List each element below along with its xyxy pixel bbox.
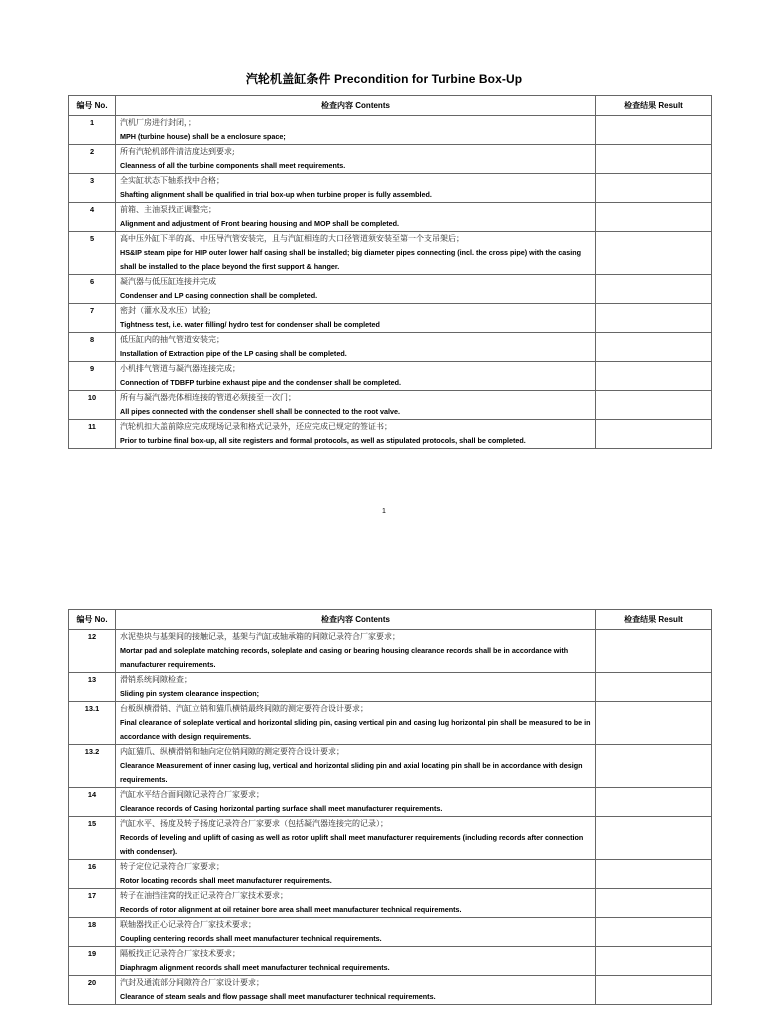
item-text-english: Clearance Measurement of inner casing lug, vertical and horizontal sliding pin and axial locating pin shall be in accordance with design requirements. bbox=[120, 761, 583, 784]
item-number: 13 bbox=[69, 673, 116, 702]
item-number: 12 bbox=[69, 630, 116, 673]
table-row bbox=[69, 947, 712, 976]
item-result-cell[interactable] bbox=[596, 788, 712, 817]
item-result-cell[interactable] bbox=[596, 203, 712, 232]
table-row bbox=[69, 391, 712, 420]
table-row bbox=[69, 889, 712, 918]
table-row bbox=[69, 673, 712, 702]
checklist-table-2 bbox=[68, 609, 712, 1005]
item-number: 6 bbox=[69, 275, 116, 304]
item-text-chinese: 所有与凝汽器壳体相连接的管道必须接至一次门； bbox=[120, 393, 296, 402]
item-text-chinese: 水泥垫块与基架间的接触记录，基架与汽缸或轴承箱的间隙记录符合厂家要求； bbox=[120, 632, 400, 641]
item-text-english: Final clearance of soleplate vertical and horizontal sliding pin, casing vertical pin and casing lug horizontal pin shall be measured to be in accordance with design requirements. bbox=[120, 718, 591, 741]
header-result: 检查结果 Result bbox=[596, 96, 712, 116]
item-text-chinese: 全实缸状态下轴系找中合格； bbox=[120, 176, 224, 185]
item-text-english: MPH (turbine house) shall be a enclosure space; bbox=[120, 132, 286, 141]
item-contents bbox=[116, 976, 596, 1005]
item-contents bbox=[116, 203, 596, 232]
item-text-chinese: 高中压外缸下半的高、中压导汽管安装完，且与汽缸相连的大口径管道须安装至第一个支吊架后； bbox=[120, 234, 464, 243]
item-contents bbox=[116, 673, 596, 702]
item-text-chinese: 隔板找正记录符合厂家技术要求； bbox=[120, 949, 240, 958]
item-result-cell[interactable] bbox=[596, 362, 712, 391]
item-number: 13.2 bbox=[69, 745, 116, 788]
item-text-english: Clearance records of Casing horizontal parting surface shall meet manufacturer requirements. bbox=[120, 804, 443, 813]
item-text-english: Mortar pad and soleplate matching records, soleplate and casing or bearing housing clearance records shall be in accordance with manufacturer requirements. bbox=[120, 646, 569, 669]
item-text-chinese: 汽缸水平、扬度及转子扬度记录符合厂家要求（包括凝汽器连接完的记录）； bbox=[120, 819, 388, 828]
item-result-cell[interactable] bbox=[596, 145, 712, 174]
table-row bbox=[69, 275, 712, 304]
item-result-cell[interactable] bbox=[596, 391, 712, 420]
item-text-english: Installation of Extraction pipe of the LP casing shall be completed. bbox=[120, 349, 347, 358]
item-number: 2 bbox=[69, 145, 116, 174]
item-number: 8 bbox=[69, 333, 116, 362]
item-contents bbox=[116, 788, 596, 817]
item-text-english: Clearance of steam seals and flow passage shall meet manufacturer technical requirements. bbox=[120, 992, 436, 1001]
item-number: 17 bbox=[69, 889, 116, 918]
item-result-cell[interactable] bbox=[596, 918, 712, 947]
table-row bbox=[69, 918, 712, 947]
item-contents bbox=[116, 889, 596, 918]
item-text-english: Diaphragm alignment records shall meet manufacturer technical requirements. bbox=[120, 963, 390, 972]
page-number: 1 bbox=[382, 508, 386, 515]
item-number: 20 bbox=[69, 976, 116, 1005]
item-text-chinese: 台板纵横滑销、汽缸立销和猫爪横销最终间隙的测定要符合设计要求； bbox=[120, 704, 368, 713]
item-result-cell[interactable] bbox=[596, 275, 712, 304]
item-text-english: Prior to turbine final box-up, all site registers and formal protocols, as well as stipulated protocols, shall be completed. bbox=[120, 436, 526, 445]
item-number: 13.1 bbox=[69, 702, 116, 745]
table-row bbox=[69, 116, 712, 145]
table-row bbox=[69, 420, 712, 449]
item-result-cell[interactable] bbox=[596, 116, 712, 145]
document-title: 汽轮机盖缸条件 Precondition for Turbine Box-Up bbox=[245, 72, 523, 86]
item-text-english: Records of rotor alignment at oil retainer bore area shall meet manufacturer technical requirements. bbox=[120, 905, 462, 914]
item-contents bbox=[116, 333, 596, 362]
header-no: 编号 No. bbox=[69, 96, 116, 116]
header-contents: 检查内容 Contents bbox=[116, 610, 596, 630]
item-text-english: All pipes connected with the condenser shell shall be connected to the root valve. bbox=[120, 407, 400, 416]
item-text-chinese: 小机排气管道与凝汽器连接完成； bbox=[120, 364, 240, 373]
checklist-table-1 bbox=[68, 95, 712, 449]
item-text-chinese: 汽机厂房进行封闭，； bbox=[120, 118, 196, 127]
header-no: 编号 No. bbox=[69, 610, 116, 630]
item-result-cell[interactable] bbox=[596, 333, 712, 362]
table-row bbox=[69, 145, 712, 174]
table-row bbox=[69, 745, 712, 788]
item-number: 4 bbox=[69, 203, 116, 232]
table-header-row bbox=[69, 96, 712, 116]
item-contents bbox=[116, 702, 596, 745]
item-contents bbox=[116, 817, 596, 860]
item-text-english: Connection of TDBFP turbine exhaust pipe and the condenser shall be completed. bbox=[120, 378, 402, 387]
table-row bbox=[69, 860, 712, 889]
item-text-chinese: 密封（灌水及水压）试验; bbox=[120, 306, 211, 315]
item-contents bbox=[116, 391, 596, 420]
item-result-cell[interactable] bbox=[596, 304, 712, 333]
table-row bbox=[69, 976, 712, 1005]
item-text-english: HS&IP steam pipe for HIP outer lower half casing shall be installed; big diameter pipes connecting (incl. the cross pipe) with the casing shall be installed to the place beyond the first support & hanger. bbox=[120, 248, 582, 271]
item-text-english: Records of leveling and uplift of casing as well as rotor uplift shall meet manufacturer requirements (including records after connection with condenser). bbox=[120, 833, 584, 856]
item-text-english: Rotor locating records shall meet manufacturer requirements. bbox=[120, 876, 332, 885]
item-number: 1 bbox=[69, 116, 116, 145]
item-number: 15 bbox=[69, 817, 116, 860]
item-contents bbox=[116, 860, 596, 889]
item-number: 5 bbox=[69, 232, 116, 275]
item-text-chinese: 联轴器找正心记录符合厂家技术要求； bbox=[120, 920, 256, 929]
item-result-cell[interactable] bbox=[596, 889, 712, 918]
table-row bbox=[69, 304, 712, 333]
table-row bbox=[69, 362, 712, 391]
item-contents bbox=[116, 630, 596, 673]
item-result-cell[interactable] bbox=[596, 817, 712, 860]
item-contents bbox=[116, 304, 596, 333]
table-row bbox=[69, 788, 712, 817]
item-number: 18 bbox=[69, 918, 116, 947]
table-header-row bbox=[69, 610, 712, 630]
item-text-english: Tightness test, i.e. water filling/ hydro test for condenser shall be completed bbox=[120, 320, 380, 329]
item-text-chinese: 前箱、主油泵找正调整完； bbox=[120, 205, 216, 214]
item-result-cell[interactable] bbox=[596, 232, 712, 275]
header-contents: 检查内容 Contents bbox=[116, 96, 596, 116]
table-row bbox=[69, 817, 712, 860]
item-result-cell[interactable] bbox=[596, 947, 712, 976]
table-row bbox=[69, 232, 712, 275]
item-number: 19 bbox=[69, 947, 116, 976]
item-number: 10 bbox=[69, 391, 116, 420]
item-text-english: Coupling centering records shall meet manufacturer technical requirements. bbox=[120, 934, 382, 943]
item-text-english: Condenser and LP casing connection shall be completed. bbox=[120, 291, 318, 300]
header-result: 检查结果 Result bbox=[596, 610, 712, 630]
item-text-chinese: 滑销系统间隙检查； bbox=[120, 675, 192, 684]
item-text-chinese: 低压缸内的抽气管道安装完； bbox=[120, 335, 224, 344]
item-text-english: Cleanness of all the turbine components shall meet requirements. bbox=[120, 161, 346, 170]
item-contents bbox=[116, 174, 596, 203]
item-contents bbox=[116, 918, 596, 947]
item-text-chinese: 汽轮机扣大盖前除应完成现场记录和格式记录外，还应完成已规定的签证书； bbox=[120, 422, 392, 431]
table-row bbox=[69, 702, 712, 745]
item-contents bbox=[116, 745, 596, 788]
item-text-english: Shafting alignment shall be qualified in trial box-up when turbine proper is fully assembled. bbox=[120, 190, 432, 199]
item-contents bbox=[116, 116, 596, 145]
item-result-cell[interactable] bbox=[596, 420, 712, 449]
table-row bbox=[69, 203, 712, 232]
item-contents bbox=[116, 947, 596, 976]
item-number: 9 bbox=[69, 362, 116, 391]
item-contents bbox=[116, 362, 596, 391]
item-number: 16 bbox=[69, 860, 116, 889]
table-row bbox=[69, 630, 712, 673]
item-contents bbox=[116, 275, 596, 304]
item-text-chinese: 凝汽器与低压缸连接并完成 bbox=[120, 277, 216, 286]
item-result-cell[interactable] bbox=[596, 673, 712, 702]
item-result-cell[interactable] bbox=[596, 860, 712, 889]
item-text-chinese: 转子在油挡洼窝的找正记录符合厂家技术要求； bbox=[120, 891, 288, 900]
item-number: 11 bbox=[69, 420, 116, 449]
item-contents bbox=[116, 420, 596, 449]
item-result-cell[interactable] bbox=[596, 630, 712, 673]
item-result-cell[interactable] bbox=[596, 745, 712, 788]
item-text-chinese: 转子定位记录符合厂家要求； bbox=[120, 862, 224, 871]
item-text-english: Sliding pin system clearance inspection; bbox=[120, 689, 259, 698]
item-number: 3 bbox=[69, 174, 116, 203]
item-text-chinese: 内缸猫爪、纵横滑销和轴向定位销间隙的测定要符合设计要求； bbox=[120, 747, 344, 756]
item-contents bbox=[116, 232, 596, 275]
item-number: 14 bbox=[69, 788, 116, 817]
item-contents bbox=[116, 145, 596, 174]
table-row bbox=[69, 333, 712, 362]
item-text-chinese: 汽封及通流部分间隙符合厂家设计要求； bbox=[120, 978, 264, 987]
item-result-cell[interactable] bbox=[596, 174, 712, 203]
item-result-cell[interactable] bbox=[596, 702, 712, 745]
table-row bbox=[69, 174, 712, 203]
item-text-chinese: 所有汽轮机部件清洁度达到要求; bbox=[120, 147, 235, 156]
item-result-cell[interactable] bbox=[596, 976, 712, 1005]
item-number: 7 bbox=[69, 304, 116, 333]
item-text-english: Alignment and adjustment of Front bearing housing and MOP shall be completed. bbox=[120, 219, 399, 228]
item-text-chinese: 汽缸水平结合面间隙记录符合厂家要求； bbox=[120, 790, 264, 799]
